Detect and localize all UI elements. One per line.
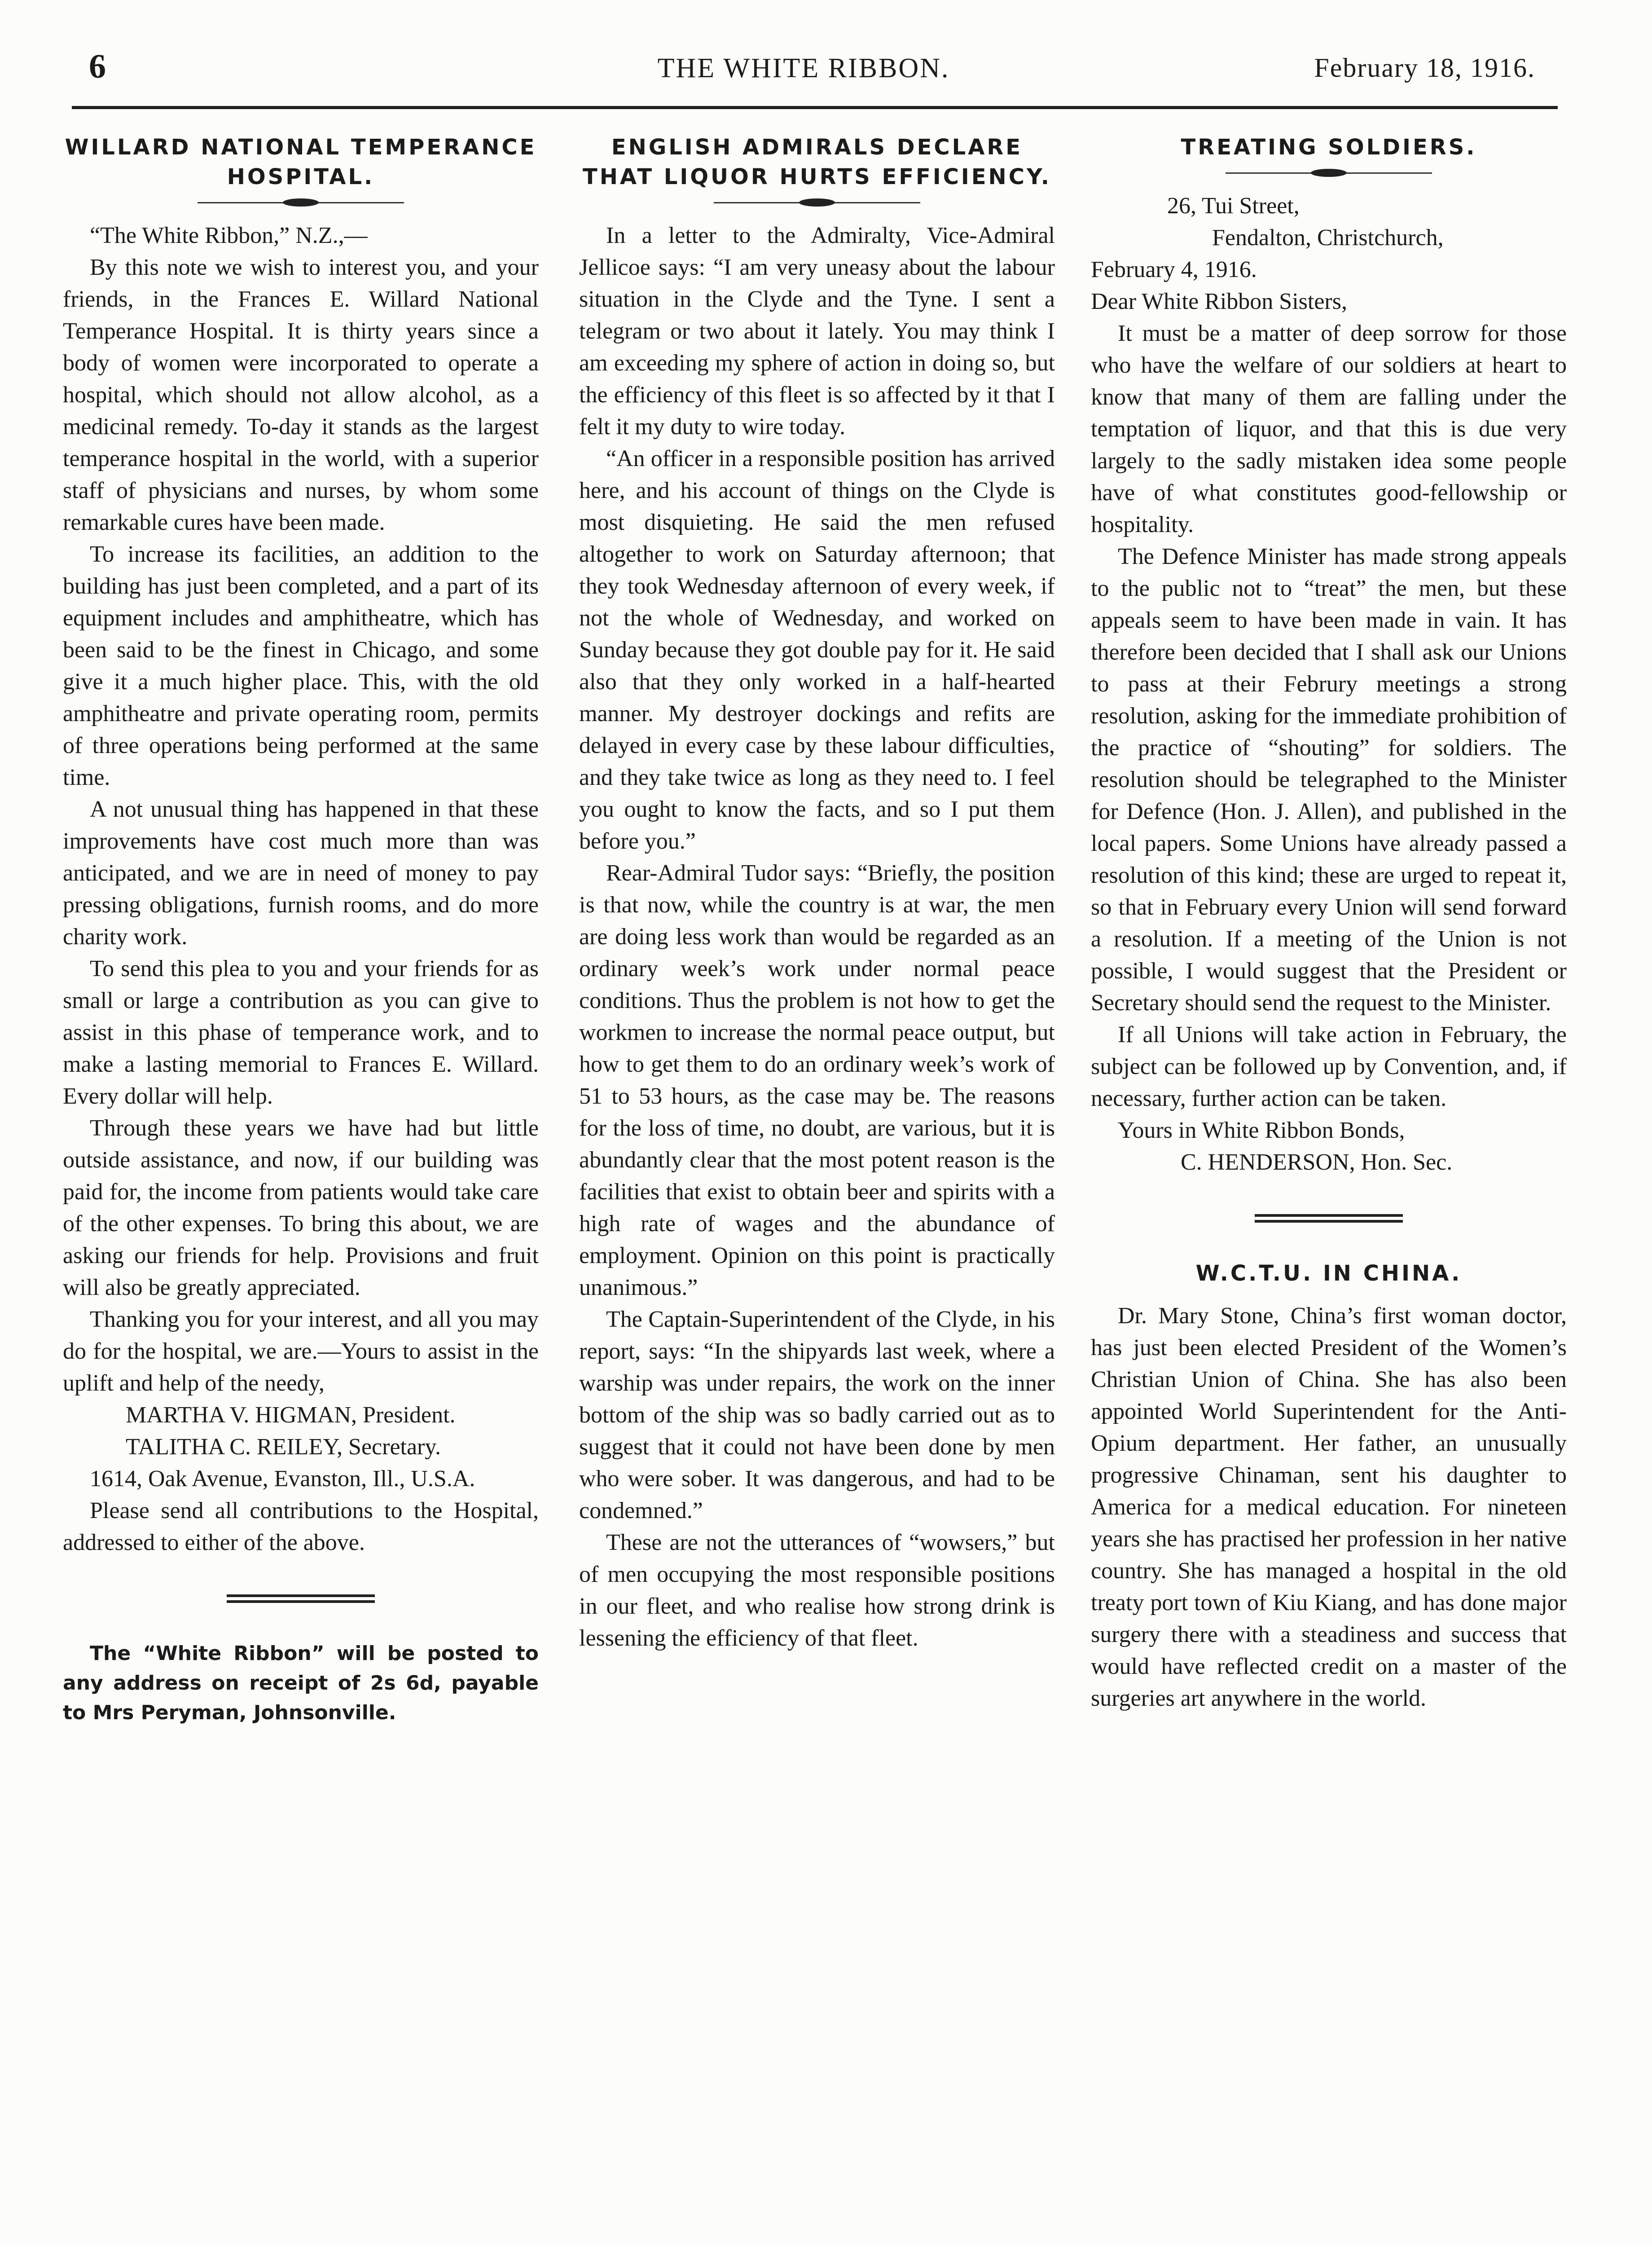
subscription-notice: The “White Ribbon” will be posted to any address on receipt of 2s 6d, payable to Mrs Peryman, Johnsonville. bbox=[63, 1642, 539, 1724]
closing-line: Yours in White Ribbon Bonds, bbox=[1118, 1118, 1405, 1143]
masthead-title: THE WHITE RIBBON. bbox=[657, 53, 950, 84]
header-rule bbox=[72, 106, 1558, 109]
paragraph: “An officer in a responsible position has arrived here, and his account of things on the Clyde is most disquieting. He said the men refused altogether to work on Saturday afternoon; that they took Wednesday afternoon of every week, if not the whole of Wednesday, and worked on Sunday because they got double pay for it. He said also that they only worked in a half-hearted manner. My destroyer dockings and refits are delayed in every case by these labour difficulties, and they take twice as long as they need to. I feel you ought to know the facts, and so I put them before you.” bbox=[579, 446, 1055, 854]
paragraph: To increase its facilities, an addition to the building has just been completed, and a part of its equipment includes and amphitheatre, which has been said to be the finest in Chicago, and some give it a much higher place. This, with the old amphitheatre and private operating room, permits of three operations being performed at the same time. bbox=[63, 541, 539, 790]
letter-address: 26, Tui Street, bbox=[1167, 193, 1300, 219]
paragraph: Rear-Admiral Tudor says: “Briefly, the position is that now, while the country is at war, the men are doing less work than would be regarded as an ordinary week’s work under normal peace conditions. Thus the problem is not how to get the workmen to increase the normal peace output, but how to get them to do an ordinary week’s work of 51 to 53 hours, as the case may be. The reasons for the loss of time, no doubt, are various, but it is abundantly clear that the most potent reason is the facilities that exist to obtain beer and spirits with a high rate of wages and the abundance of employment. Opinion on this point is practically unanimous.” bbox=[579, 860, 1055, 1300]
signature-president: MARTHA V. HIGMAN, President. bbox=[126, 1402, 456, 1428]
paragraph: If all Unions will take action in February, the subject can be followed up by Convention, and, if necessary, further action can be taken. bbox=[1091, 1022, 1567, 1111]
paragraph: The Defence Minister has made strong appeals to the public not to “treat” the men, but these appeals seem to have been made in vain. It has therefore been decided that I shall ask our Unions to pass at their Februry meetings a strong resolution, asking for the immediate prohibition of the practice of “shouting” for soldiers. The resolution should be telegraphed to the Minister for Defence (Hon. J. Allen), and published in the local papers. Some Unions have already passed a resolution of this kind; these are urged to repeat it, so that in February every Union will send forward a resolution. If a meeting of the Union is not possible, I would suggest that the President or Secretary should send the request to the Minister. bbox=[1091, 544, 1567, 1016]
article-heading: W.C.T.U. IN CHINA. bbox=[1195, 1261, 1462, 1286]
letter-date: February 4, 1916. bbox=[1091, 257, 1257, 282]
article-heading: TREATING SOLDIERS. bbox=[1181, 135, 1477, 160]
address: 1614, Oak Avenue, Evanston, Ill., U.S.A. bbox=[90, 1466, 475, 1492]
salutation: Dear White Ribbon Sisters, bbox=[1091, 289, 1347, 314]
article-heading: WILLARD NATIONAL TEMPERANCE HOSPITAL. bbox=[65, 135, 537, 189]
double-rule-separator bbox=[227, 1594, 375, 1603]
closing-note: Please send all contributions to the Hospital, addressed to either of the above. bbox=[63, 1498, 539, 1555]
paragraph: In a letter to the Admiralty, Vice-Admiral Jellicoe says: “I am very uneasy about the labour situation in the Clyde and the Tyne. I sent a telegram or two about it lately. You may think I am exceeding my sphere of action in doing so, but the efficiency of this fleet is so affected by it that I felt it my duty to wire today. bbox=[579, 223, 1055, 440]
ornament-divider bbox=[714, 194, 920, 211]
column-hospital-article bbox=[63, 132, 539, 1728]
column-soldiers-article bbox=[1091, 132, 1567, 1714]
ornament-divider bbox=[198, 194, 404, 211]
double-rule-separator bbox=[1255, 1214, 1403, 1223]
paragraph: Dr. Mary Stone, China’s first woman doctor, has just been elected President of the Women’s Christian Union of China. She has also been appointed World Superintendent for the Anti-Opium department. Her father, an unusually progressive Chinaman, sent his daughter to America for a medical education. For nineteen years she has practised her profession in her native country. She has managed a hospital in the old treaty port town of Kiu Kiang, and has done major surgery there with a steadiness and success that would have reflected credit on a master of the surgeries art anywhere in the world. bbox=[1091, 1303, 1567, 1711]
column-admirals-article bbox=[579, 132, 1055, 1654]
ornament-divider bbox=[1226, 165, 1432, 181]
paragraph: Thanking you for your interest, and all you may do for the hospital, we are.—Yours to assist in the uplift and help of the needy, bbox=[63, 1307, 539, 1396]
article-heading: ENGLISH ADMIRALS DECLARE THAT LIQUOR HURTS EFFICIENCY. bbox=[582, 135, 1051, 189]
signature-secretary: TALITHA C. REILEY, Secretary. bbox=[126, 1434, 441, 1460]
issue-date: February 18, 1916. bbox=[1314, 53, 1535, 83]
paragraph: The Captain-Superintendent of the Clyde, in his report, says: “In the shipyards last week, where a warship was under repairs, the work on the inner bottom of the ship was so badly carried out as to suggest that it could not have been done by men who were sober. It was dangerous, and had to be condemned.” bbox=[579, 1307, 1055, 1523]
salutation: “The White Ribbon,” N.Z.,— bbox=[90, 223, 368, 248]
letter-address: Fendalton, Christchurch, bbox=[1212, 225, 1444, 251]
page-header bbox=[72, 47, 1535, 92]
paragraph: A not unusual thing has happened in that these improvements have cost much more than was anticipated, and we are in need of money to pay pressing obligations, furnish rooms, and do more charity work. bbox=[63, 797, 539, 950]
paragraph: These are not the utterances of “wowsers,” but of men occupying the most responsible positions in our fleet, and who realise how strong drink is lessening the efficiency of that fleet. bbox=[579, 1530, 1055, 1651]
paragraph: Through these years we have had but little outside assistance, and now, if our building was paid for, the income from patients would take care of the other expenses. To bring this about, we are asking our friends for help. Provisions and fruit will also be greatly appreciated. bbox=[63, 1115, 539, 1300]
paragraph: By this note we wish to interest you, and your friends, in the Frances E. Willard National Temperance Hospital. It is thirty years since a body of women were incorporated to operate a hospital, which should not allow alcohol, as a medicinal remedy. To-day it stands as the largest temperance hospital in the world, with a superior staff of physicians and nurses, by whom some remarkable cures have been made. bbox=[63, 255, 539, 535]
signature: C. HENDERSON, Hon. Sec. bbox=[1181, 1149, 1453, 1175]
page-number: 6 bbox=[89, 48, 106, 85]
paragraph: To send this plea to you and your friends for as small or large a contribution as you can give to assist in this phase of temperance work, and to make a lasting memorial to Frances E. Willard. Every dollar will help. bbox=[63, 956, 539, 1109]
paragraph: It must be a matter of deep sorrow for those who have the welfare of our soldiers at heart to know that many of them are falling under the temptation of liquor, and that this is due very largely to the sadly mistaken idea some people have of what constitutes good-fellowship or hospitality. bbox=[1091, 321, 1567, 537]
